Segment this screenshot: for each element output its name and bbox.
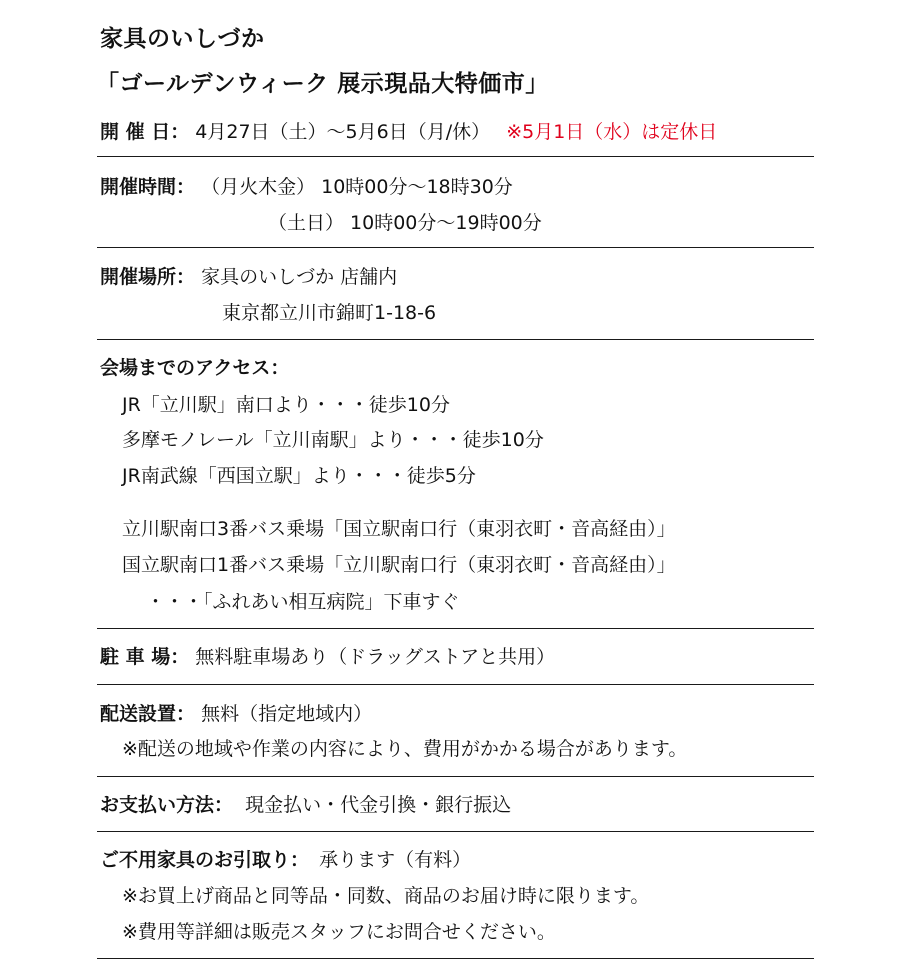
payment-value: 現金払い・代金引換・銀行振込 [245,794,512,816]
divider [97,247,814,248]
closed-day-note: ※5月1日（水）は定休日 [506,121,718,143]
pickup-label: ご不用家具のお引取り： [100,849,310,871]
divider [97,776,814,777]
hours-weekday: （月火木金） 10時00分～18時30分 [201,176,513,198]
store-name-title: 家具のいしづか [100,26,265,52]
divider [97,628,814,629]
dates-row [100,120,717,144]
access-bus-item: 国立駅南口1番バス乗場「立川駅南口行（東羽衣町・音高経由）」 [122,554,676,576]
divider [97,958,814,959]
access-bus-stop: ・・・「ふれあい相互病院」下車すぐ [146,591,460,613]
parking-value: 無料駐車場あり（ドラッグストアと共用） [195,646,556,668]
venue-label: 開催場所： [100,266,196,288]
pickup-note: ※お買上げ商品と同等品・同数、商品のお届け時に限ります。 [122,885,650,907]
delivery-row [100,702,372,726]
hours-weekend: （土日） 10時00分～19時00分 [268,212,542,234]
access-label: 会場までのアクセス： [100,357,290,379]
access-bus-item: 立川駅南口3番バス乗場「国立駅南口行（東羽衣町・音高経由）」 [122,518,676,540]
dates-value: 4月27日（土）～5月6日（月/休） [195,121,491,143]
payment-row [100,793,511,817]
divider [97,684,814,685]
divider [97,831,814,832]
hours-row [100,175,513,199]
dates-label: 開 催 日： [100,121,190,143]
access-train-item: JR「立川駅」南口より・・・徒歩10分 [122,394,450,416]
divider [97,156,814,157]
access-train-item: 多摩モノレール「立川南駅」より・・・徒歩10分 [122,429,544,451]
hours-label: 開催時間： [100,176,196,198]
payment-label: お支払い方法： [100,794,234,816]
delivery-label: 配送設置： [100,703,196,725]
venue-address: 東京都立川市錦町1-18-6 [222,302,437,324]
parking-row [100,645,555,669]
pickup-value: 承ります（有料） [319,849,472,871]
pickup-note: ※費用等詳細は販売スタッフにお問合せください。 [122,921,556,943]
access-train-item: JR南武線「西国立駅」より・・・徒歩5分 [122,465,476,487]
parking-label: 駐 車 場： [100,646,190,668]
venue-name: 家具のいしづか 店舗内 [201,266,398,288]
venue-row [100,265,397,289]
divider [97,339,814,340]
delivery-value: 無料（指定地域内） [201,703,373,725]
pickup-row [100,848,471,872]
delivery-note: ※配送の地域や作業の内容により、費用がかかる場合があります。 [122,738,688,760]
event-name-title: 「ゴールデンウィーク 展示現品大特価市」 [96,71,549,97]
